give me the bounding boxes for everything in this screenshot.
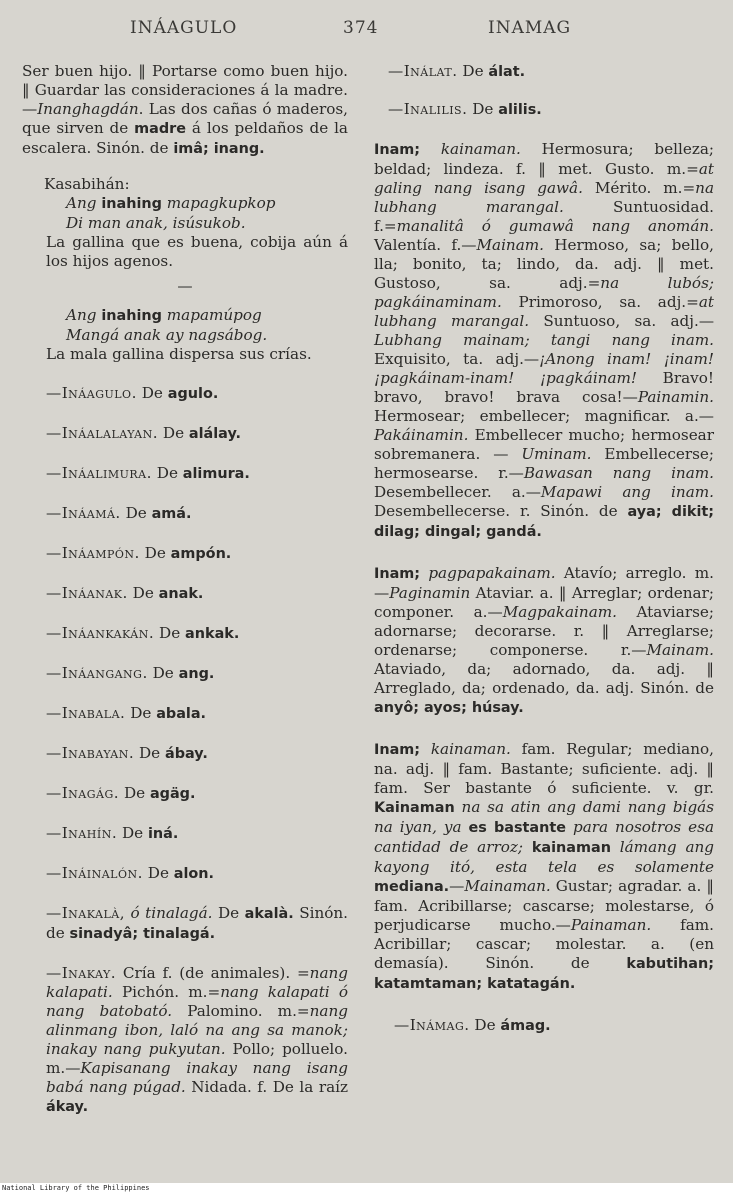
proverb-1-line-2: Di man anak, isúsukob. (66, 214, 246, 232)
xref-entry: —Inahín. De iná. (46, 824, 179, 842)
entry-inakay: —Inakay. Cría f. (de animales). =nang kalapati. Pichón. m.=nang kalapati ó nang batobató. Palomino. m.=nang alinmang ibon, laló na ang sa manok; inakay nang pukyutan. Pollo; polluelo. m.—Kapisanang inakay nang isang babá nang púgad. Nidada. f. De la raíz ákay. (46, 964, 349, 1115)
proverb-2-line-1: Ang inahing mapamúpog (66, 306, 262, 324)
xref-inalilis: —Inalilis. De alilis. (388, 100, 542, 118)
xref-entry: —Inabayan. De ábay. (46, 744, 208, 762)
separator-dash: — (177, 277, 193, 295)
xref-entry: —Ináalimura. De alimura. (46, 464, 250, 482)
xref-entry: —Ináampón. De ampón. (46, 544, 232, 562)
running-head-left: INÁAGULO (130, 18, 238, 38)
library-footer: National Library of the Philippines (0, 1183, 733, 1193)
entry-inam-2: Inam; pagpapakainam. Atavío; arreglo. m.—Paginamin Ataviar. a. ‖ Arreglar; ordenar; componer. a.—Magpakainam. Ataviarse; adornarse; decorarse. r. ‖ Arreglarse; ordenarse; componerse. r.—Mainam. Ataviado, da; adornado, da. adj. ‖ Arreglado, da; ordenado, da. adj. Sinón. de anyô; ayos; húsay. (374, 564, 714, 716)
proverb-1-translation: La gallina que es buena, cobija aún á los hijos agenos. (46, 233, 348, 270)
xref-inamag: —Inámag. De ámag. (394, 1016, 551, 1034)
proverb-2-line-2: Mangá anak ay nagsábog. (66, 326, 268, 344)
xref-entry: —Ináankakán. De ankak. (46, 624, 240, 642)
entry-continuation: Ser buen hijo. ‖ Portarse como buen hijo. ‖ Guardar las consideraciones á la madre.—Inanghagdán. Las dos cañas ó maderos, que sirven de madre á los peldaños de la escalera. Sinón. de imâ; inang. (22, 62, 348, 157)
xref-entry: —Ináamá. De amá. (46, 504, 192, 522)
right-column (374, 62, 714, 1036)
page-number: 374 (343, 18, 379, 38)
xref-entry: —Ináagulo. De agulo. (46, 384, 219, 402)
left-column (22, 62, 348, 1117)
xref-entry: —Inagág. De agäg. (46, 784, 196, 802)
xref-entry: —Ináanak. De anak. (46, 584, 204, 602)
xref-entry: —Ináinalón. De alon. (46, 864, 215, 882)
kasabihan-label: Kasabihán: (44, 175, 130, 193)
xref-inalat: —Inálat. De álat. (388, 62, 526, 80)
running-head-right: INAMAG (488, 18, 572, 38)
proverb-1-line-1: Ang inahing mapagkupkop (66, 194, 276, 212)
cross-reference-list (22, 384, 348, 884)
xref-entry: —Ináangang. De ang. (46, 664, 215, 682)
proverb-2-translation: La mala gallina dispersa sus crías. (46, 345, 312, 363)
entry-inakala: —Inakalà, ó tinalagá. De akalà. Sinón. de sinadyâ; tinalagá. (46, 904, 349, 942)
xref-entry: —Inabala. De abala. (46, 704, 207, 722)
xref-entry: —Ináalalayan. De alálay. (46, 424, 241, 442)
entry-inam-3: Inam; kainaman. fam. Regular; mediano, na. adj. ‖ fam. Bastante; suficiente. adj. ‖ fam. Ser bastante ó suficiente. v. gr. Kainaman na sa atin ang dami nang bigás na iyan, ya es bastante para nosotros esa cantidad de arroz; kainaman lámang ang kayong itó, esta tela es solamente mediana.—Mainaman. Gustar; agradar. a. ‖ fam. Acribillarse; cascarse; molestarse, ó perjudicarse mucho.—Painaman. fam. Acribillar; cascar; molestar. a. (en demasía). Sinón. de kabutihan; katamtaman; katatagán. (374, 740, 715, 992)
entry-inam-1: Inam; kainaman. Hermosura; belleza; beldad; lindeza. f. ‖ met. Gusto. m.=at galing nang isang gawâ. Mérito. m.=na lubhang marangal. Suntuosidad. f.=manalitâ ó gumawâ nang anomán. Valentía. f.—Mainam. Hermoso, sa; bello, lla; bonito, ta; lindo, da. adj. ‖ met. Gustoso, sa. adj.=na lubós; pagkáinaminam. Primoroso, sa. adj.=at lubhang marangal. Suntuoso, sa. adj.—Lubhang mainam; tangi nang inam. Exquisito, ta. adj.—¡Anong inam! ¡inam! ¡pagkáinam-inam! ¡pagkáinam! Bravo! bravo, bravo! brava cosa!—Painamin. Hermosear; embellecer; magnificar. a.—Pakáinamin. Embellecer mucho; hermosear sobremanera. — Uminam. Embellecerse; hermosearse. r.—Bawasan nang inam. Desembellecer. a.—Mapawi ang inam. Desembellecerse. r. Sinón. de aya; dikit; dilag; dingal; gandá. (374, 140, 715, 540)
